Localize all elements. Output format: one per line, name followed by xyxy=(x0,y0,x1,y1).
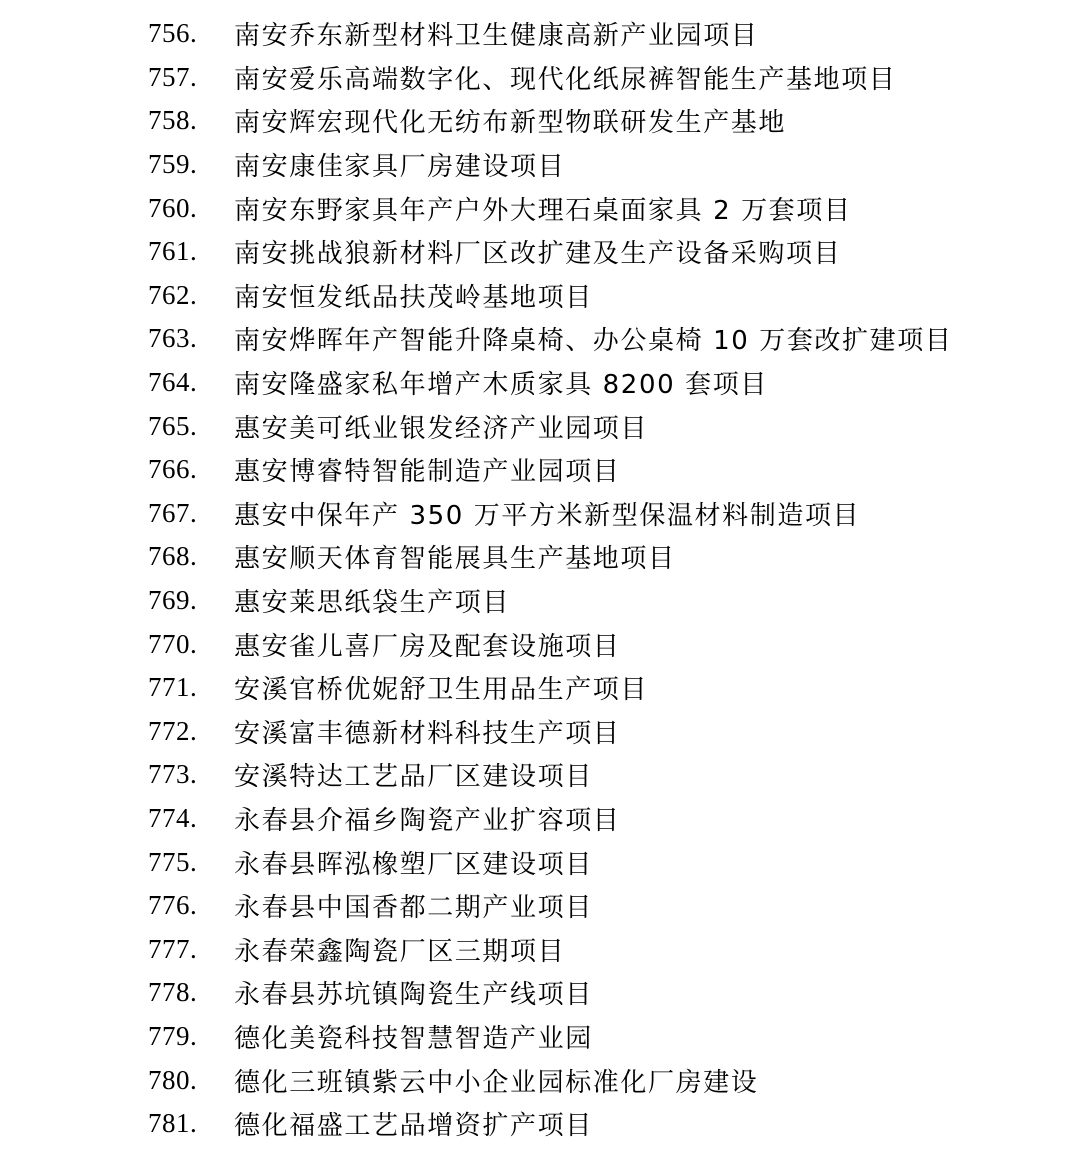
item-text: 南安隆盛家私年增产木质家具 8200 套项目 xyxy=(234,370,768,401)
list-item xyxy=(0,753,1080,797)
item-text: 南安乔东新型材料卫生健康高新产业园项目 xyxy=(234,21,759,52)
item-text: 安溪富丰德新材料科技生产项目 xyxy=(234,718,621,749)
list-item xyxy=(0,230,1080,274)
item-number: 756. xyxy=(148,18,198,49)
item-number: 757. xyxy=(148,61,198,92)
item-number: 767. xyxy=(148,497,198,528)
item-number: 772. xyxy=(148,715,198,746)
list-item xyxy=(0,56,1080,100)
item-text: 南安挑战狼新材料厂区改扩建及生产设备采购项目 xyxy=(234,239,842,270)
item-text: 惠安雀儿喜厂房及配套设施项目 xyxy=(234,631,621,662)
item-text: 德化福盛工艺品增资扩产项目 xyxy=(234,1111,593,1142)
item-number: 761. xyxy=(148,236,198,267)
list-item xyxy=(0,1102,1080,1146)
item-number: 760. xyxy=(148,192,198,223)
item-number: 759. xyxy=(148,149,198,180)
list-item xyxy=(0,884,1080,928)
item-number: 764. xyxy=(148,367,198,398)
item-text: 惠安顺天体育智能展具生产基地项目 xyxy=(234,544,676,575)
item-number: 773. xyxy=(148,759,198,790)
list-item xyxy=(0,1058,1080,1102)
item-number: 779. xyxy=(148,1020,198,1051)
item-number: 766. xyxy=(148,454,198,485)
item-number: 774. xyxy=(148,802,198,833)
item-text: 永春荣鑫陶瓷厂区三期项目 xyxy=(234,936,566,967)
list-item xyxy=(0,535,1080,579)
item-text: 惠安中保年产 350 万平方米新型保温材料制造项目 xyxy=(234,500,861,531)
list-item xyxy=(0,797,1080,841)
list-item xyxy=(0,12,1080,56)
list-item xyxy=(0,361,1080,405)
item-text: 安溪官桥优妮舒卫生用品生产项目 xyxy=(234,675,649,706)
item-text: 永春县晖泓橡塑厂区建设项目 xyxy=(234,849,593,880)
list-item xyxy=(0,666,1080,710)
item-text: 南安东野家具年产户外大理石桌面家具 2 万套项目 xyxy=(234,195,852,226)
item-text: 永春县介福乡陶瓷产业扩容项目 xyxy=(234,805,621,836)
list-item xyxy=(0,274,1080,318)
item-number: 763. xyxy=(148,323,198,354)
list-item xyxy=(0,448,1080,492)
item-text: 南安爱乐高端数字化、现代化纸尿裤智能生产基地项目 xyxy=(234,64,897,95)
project-list xyxy=(0,12,1080,1145)
list-item xyxy=(0,143,1080,187)
item-text: 永春县苏坑镇陶瓷生产线项目 xyxy=(234,980,593,1011)
list-item xyxy=(0,971,1080,1015)
item-number: 776. xyxy=(148,890,198,921)
list-item xyxy=(0,492,1080,536)
item-text: 德化三班镇紫云中小企业园标准化厂房建设 xyxy=(234,1067,759,1098)
item-text: 德化美瓷科技智慧智造产业园 xyxy=(234,1023,593,1054)
item-number: 780. xyxy=(148,1064,198,1095)
item-number: 768. xyxy=(148,541,198,572)
list-item xyxy=(0,622,1080,666)
item-number: 777. xyxy=(148,933,198,964)
list-item xyxy=(0,317,1080,361)
item-number: 770. xyxy=(148,628,198,659)
item-text: 安溪特达工艺品厂区建设项目 xyxy=(234,762,593,793)
list-item xyxy=(0,186,1080,230)
item-text: 惠安博睿特智能制造产业园项目 xyxy=(234,457,621,488)
item-number: 781. xyxy=(148,1108,198,1139)
item-text: 永春县中国香都二期产业项目 xyxy=(234,893,593,924)
list-item xyxy=(0,1015,1080,1059)
item-text: 南安康佳家具厂房建设项目 xyxy=(234,152,566,183)
item-number: 775. xyxy=(148,846,198,877)
item-number: 758. xyxy=(148,105,198,136)
item-number: 762. xyxy=(148,279,198,310)
item-text: 南安辉宏现代化无纺布新型物联研发生产基地 xyxy=(234,108,787,139)
list-item xyxy=(0,404,1080,448)
list-item xyxy=(0,579,1080,623)
item-text: 惠安莱思纸袋生产项目 xyxy=(234,588,511,619)
item-text: 南安恒发纸品扶茂岭基地项目 xyxy=(234,282,593,313)
item-number: 778. xyxy=(148,977,198,1008)
list-item xyxy=(0,710,1080,754)
item-number: 769. xyxy=(148,585,198,616)
item-text: 惠安美可纸业银发经济产业园项目 xyxy=(234,413,649,444)
item-number: 765. xyxy=(148,410,198,441)
item-text: 南安烨晖年产智能升降桌椅、办公桌椅 10 万套改扩建项目 xyxy=(234,326,953,357)
item-number: 771. xyxy=(148,672,198,703)
list-item xyxy=(0,840,1080,884)
list-item xyxy=(0,927,1080,971)
list-item xyxy=(0,99,1080,143)
